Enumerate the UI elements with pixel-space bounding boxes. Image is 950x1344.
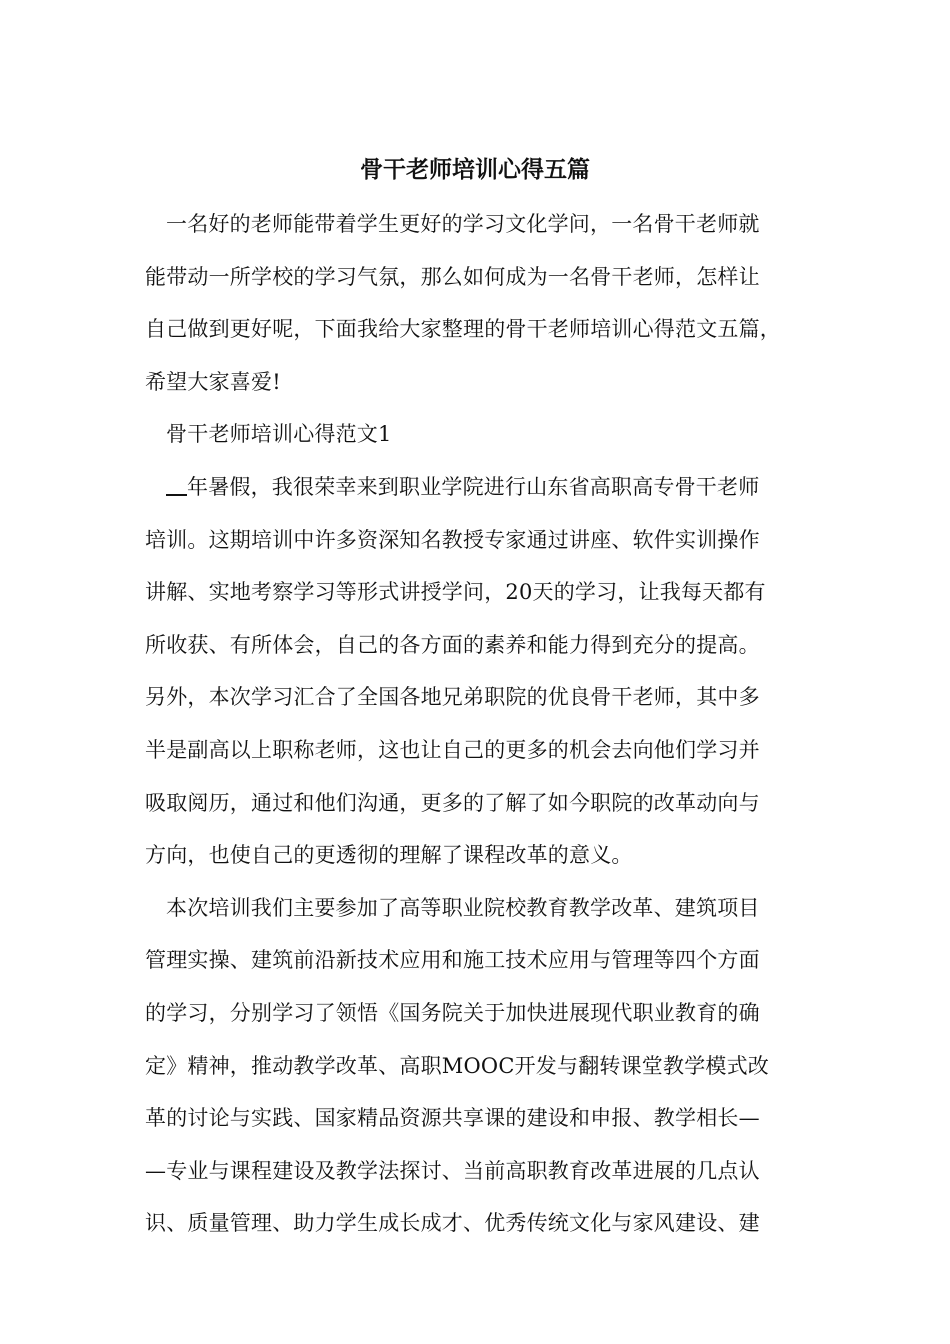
text-line: 定》精神，推动教学改革、高职MOOC开发与翻转课堂教学模式改 (145, 1053, 770, 1078)
text-line: 能带动一所学校的学习气氛，那么如何成为一名骨干老师，怎样让 (145, 264, 760, 289)
text-line: 吸取阅历，通过和他们沟通，更多的了解了如今职院的改革动向与 (145, 790, 760, 815)
document-body (145, 204, 805, 1256)
text-line: 培训。这期培训中许多资深知名教授专家通过讲座、软件实训操作 (145, 527, 760, 552)
blank-underline (166, 474, 187, 496)
text-line: 识、质量管理、助力学生成长成才、优秀传统文化与家风建设、建 (145, 1211, 760, 1236)
text-line: 方向，也使自己的更透彻的理解了课程改革的意义。 (145, 843, 633, 868)
document-title: 骨干老师培训心得五篇 (360, 156, 590, 183)
text-line: 的学习，分别学习了领悟《国务院关于加快进展现代职业教育的确 (145, 1000, 760, 1025)
text-line: 讲解、实地考察学习等形式讲授学问，20天的学习，让我每天都有 (145, 580, 766, 605)
text-line: 希望大家喜爱! (145, 369, 281, 394)
text-line: 另外，本次学习汇合了全国各地兄弟职院的优良骨干老师，其中多 (145, 685, 760, 710)
section-heading: 骨干老师培训心得范文1 (166, 422, 392, 447)
text-line: —专业与课程建设及教学法探讨、当前高职教育改革进展的几点认 (145, 1158, 760, 1183)
text-line: 本次培训我们主要参加了高等职业院校教育教学改革、建筑项目 (166, 895, 760, 920)
text-line: 半是副高以上职称老师，这也让自己的更多的机会去向他们学习并 (145, 737, 760, 762)
text-line: 革的讨论与实践、国家精品资源共享课的建设和申报、教学相长— (145, 1106, 760, 1131)
text-line: 所收获、有所体会，自己的各方面的素养和能力得到充分的提高。 (145, 632, 760, 657)
text-line-content: 年暑假，我很荣幸来到职业学院进行山东省高职高专骨干老师 (187, 474, 760, 499)
text-line: 一名好的老师能带着学生更好的学习文化学问，一名骨干老师就 (166, 212, 760, 236)
text-line: 管理实操、建筑前沿新技术应用和施工技术应用与管理等四个方面 (145, 948, 760, 973)
text-line (145, 467, 805, 520)
text-line: 自己做到更好呢，下面我给大家整理的骨干老师培训心得范文五篇， (145, 317, 781, 342)
